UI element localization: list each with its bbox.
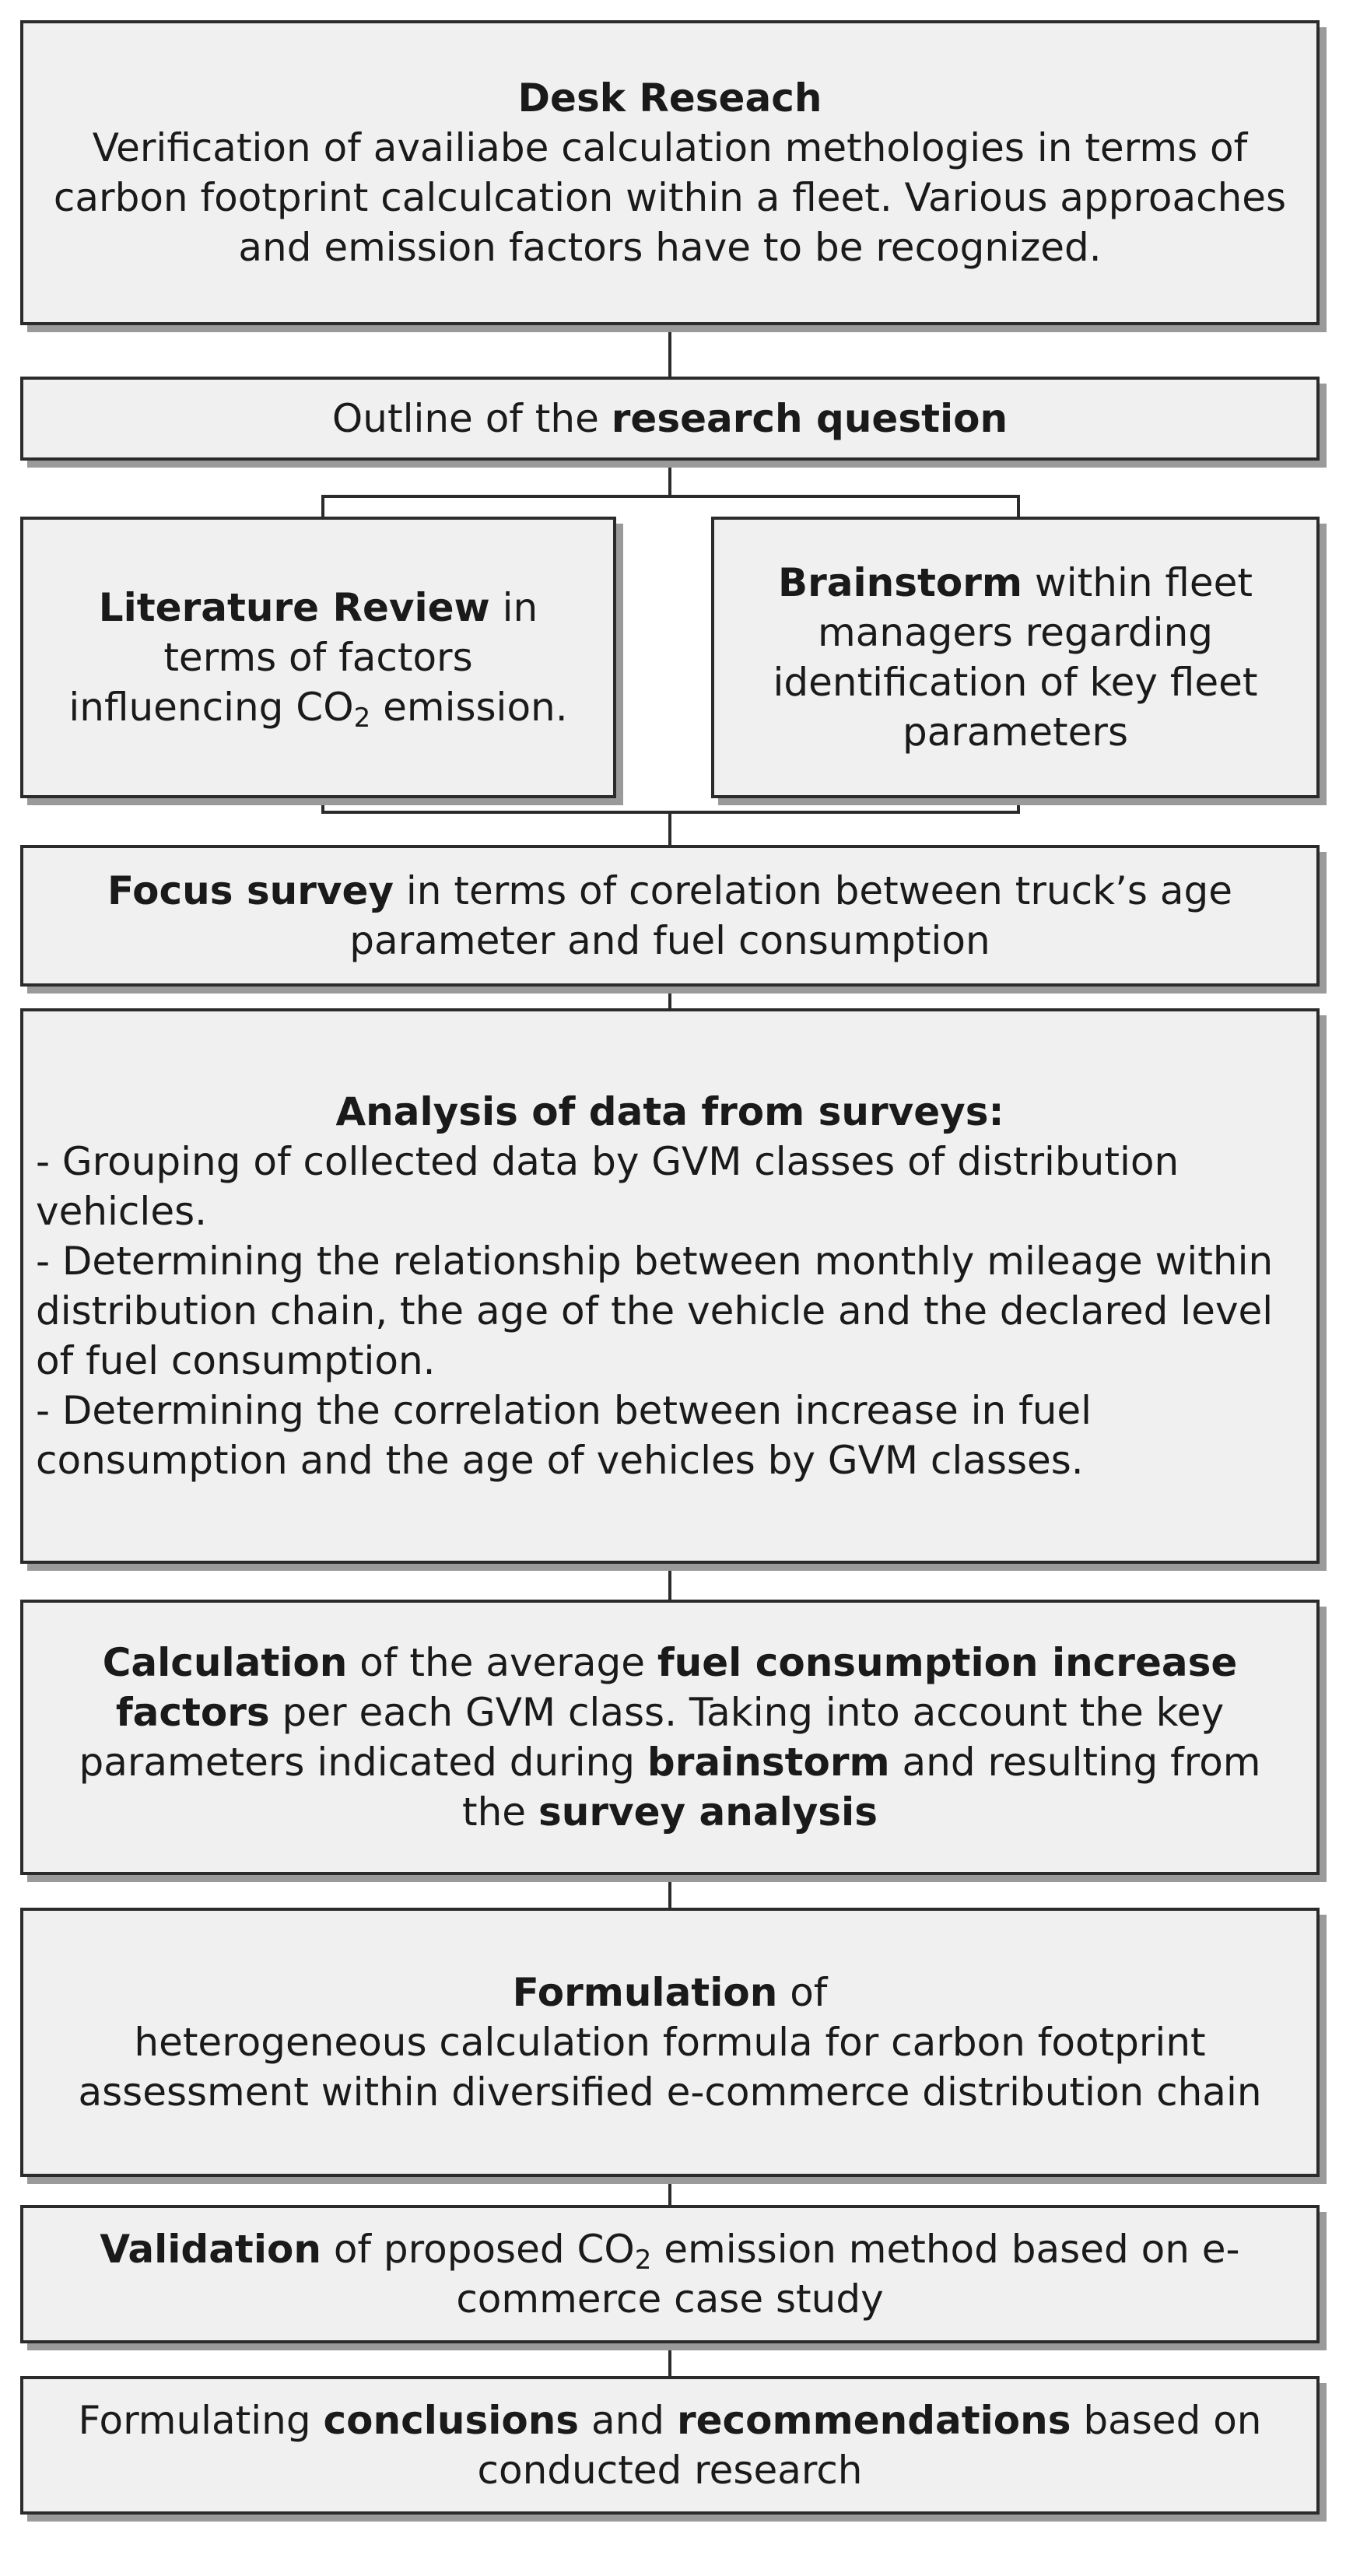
- step-research-question: [20, 377, 1320, 461]
- validation-text-end: emission method based on e-commerce case study: [456, 2227, 1240, 2322]
- calculation-factors-bold: fuel consumption increase factors: [115, 1640, 1238, 1735]
- connector-formulation-to-validation: [668, 2177, 671, 2205]
- conclusions-and: and: [579, 2398, 677, 2443]
- calculation-survey-analysis-bold: survey analysis: [538, 1789, 878, 1835]
- connector-branch-left-drop: [321, 495, 324, 517]
- analysis-title: Analysis of data from surveys:: [335, 1089, 1004, 1134]
- desk-research-title: Desk Reseach: [517, 75, 822, 121]
- calculation-text-3: and resulting from the: [462, 1740, 1261, 1835]
- research-question-bold: research question: [611, 396, 1008, 441]
- connector-question-to-branch: [668, 461, 671, 496]
- calculation-brainstorm-bold: brainstorm: [647, 1740, 890, 1785]
- analysis-item: - Determining the relationship between monthly mileage within distribution chain, the age of the vehicle and the declared level of fuel consumption.: [36, 1239, 1274, 1383]
- connector-focus-to-analysis: [668, 987, 671, 1008]
- conclusions-bold: conclusions: [323, 2398, 580, 2443]
- conclusions-text-end: based on conducted research: [477, 2398, 1262, 2493]
- calculation-text: of the average: [347, 1640, 657, 1685]
- connector-calculation-to-formulation: [668, 1875, 671, 1908]
- brainstorm-text: within fleet managers regarding identification of key fleet parameters: [773, 560, 1258, 755]
- step-focus-survey: [20, 845, 1320, 987]
- validation-text: of proposed CO: [321, 2227, 635, 2272]
- step-calculation: [20, 1600, 1320, 1875]
- analysis-item: - Grouping of collected data by GVM classes of distribution vehicles.: [36, 1139, 1179, 1234]
- connector-branch-horizontal: [321, 495, 1020, 498]
- validation-subscript: 2: [634, 2245, 652, 2276]
- formulation-text: heterogeneous calculation formula for carbon footprint assessment within diversified e-commerce distribution chain: [78, 2020, 1262, 2115]
- step-brainstorm: [711, 517, 1320, 798]
- step-desk-research: [20, 20, 1320, 325]
- step-literature-review: [20, 517, 616, 798]
- analysis-item: - Determining the correlation between increase in fuel consumption and the age of vehicles by GVM classes.: [36, 1388, 1092, 1483]
- connector-desk-to-question: [668, 325, 671, 377]
- step-analysis: [20, 1008, 1320, 1564]
- connector-analysis-to-calculation: [668, 1564, 671, 1600]
- connector-merge-to-focus: [668, 811, 671, 845]
- recommendations-bold: recommendations: [676, 2398, 1071, 2443]
- conclusions-text: Formulating: [78, 2398, 324, 2443]
- literature-review-subscript: 2: [353, 703, 371, 734]
- brainstorm-bold: Brainstorm: [777, 560, 1022, 605]
- focus-survey-text: in terms of corelation between truck’s age parameter and fuel consumption: [349, 868, 1233, 963]
- formulation-bold: Formulation: [512, 1970, 778, 2015]
- step-conclusions: [20, 2376, 1320, 2515]
- connector-validation-to-conclusions: [668, 2343, 671, 2376]
- desk-research-text: Verification of availiabe calculation methologies in terms of carbon footprint calculcation within a fleet. Various approaches and emission factors have to be recognized.: [53, 125, 1287, 270]
- literature-review-text: in terms of factors influencing CO: [68, 585, 538, 730]
- research-question-prefix: Outline of the: [331, 396, 612, 441]
- focus-survey-bold: Focus survey: [107, 868, 394, 913]
- calculation-bold: Calculation: [102, 1640, 348, 1685]
- step-validation: [20, 2205, 1320, 2343]
- calculation-text-2: per each GVM class. Taking into account the key parameters indicated during: [79, 1690, 1225, 1785]
- literature-review-bold: Literature Review: [98, 585, 490, 630]
- validation-bold: Validation: [100, 2227, 321, 2272]
- literature-review-text-end: emission.: [370, 685, 568, 730]
- connector-branch-right-drop: [1017, 495, 1020, 517]
- step-formulation: [20, 1908, 1320, 2177]
- formulation-of: of: [777, 1970, 828, 2015]
